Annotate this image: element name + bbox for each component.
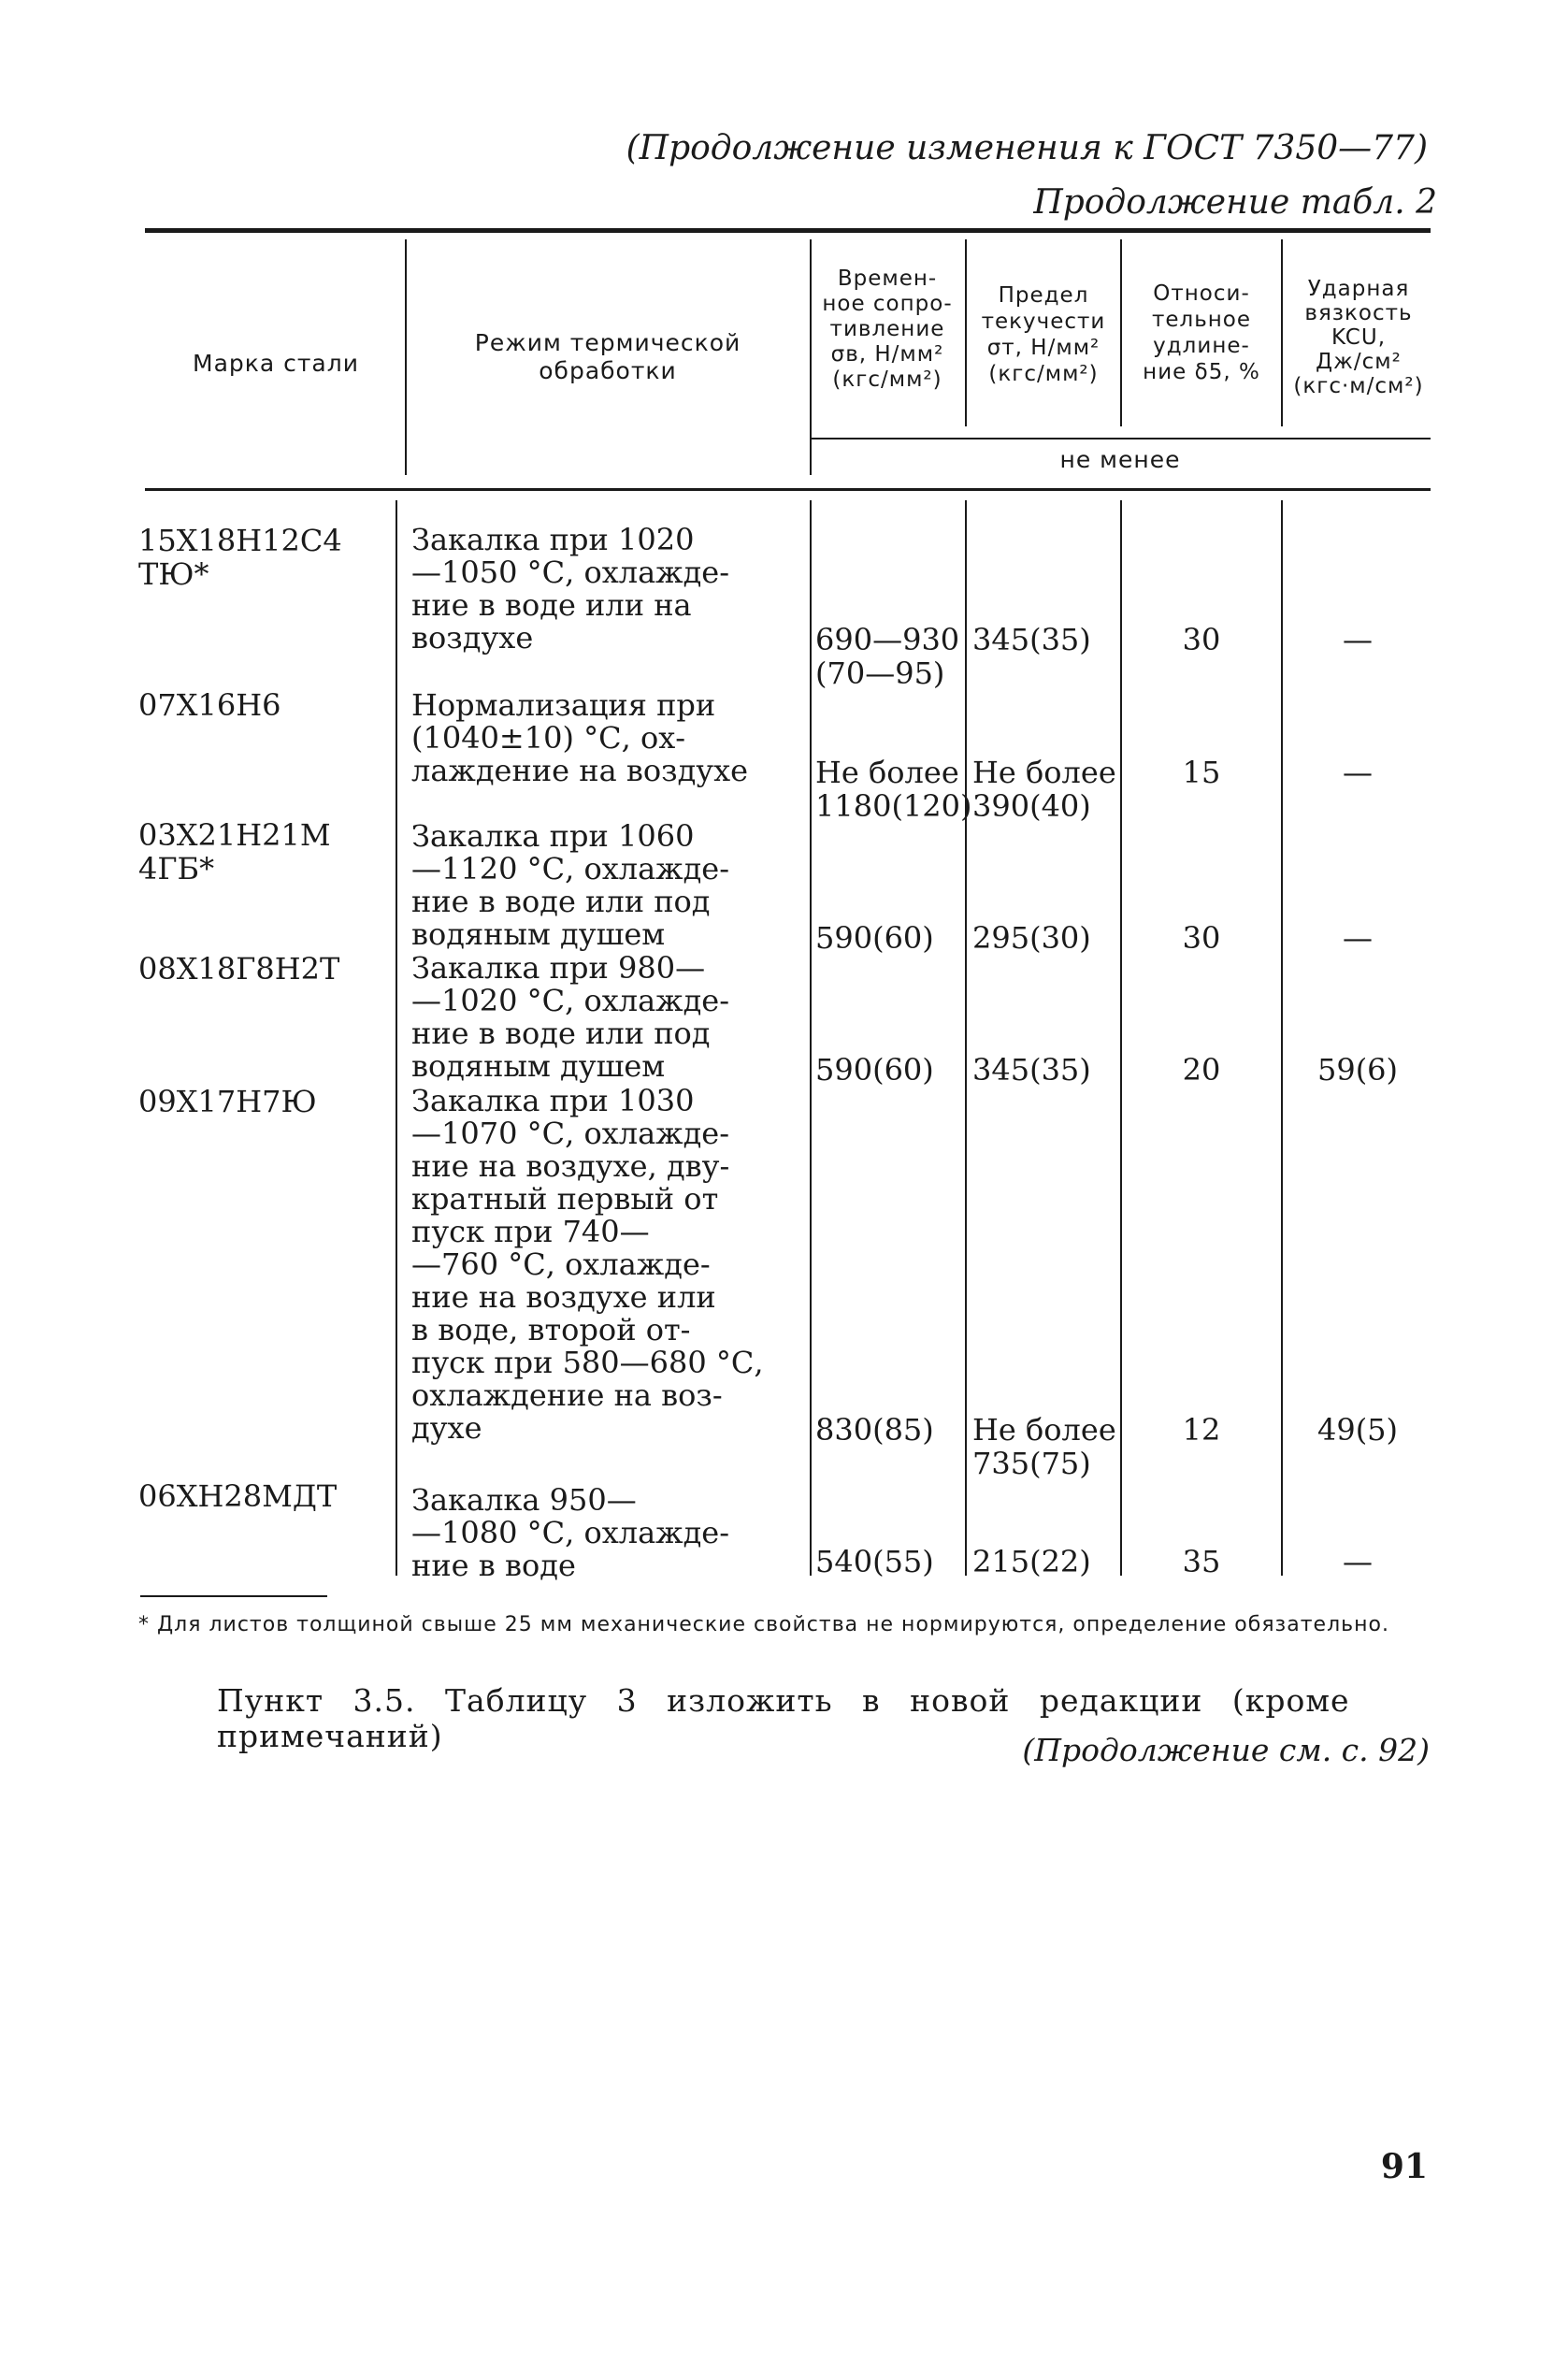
steel-grade: 09Х17Н7Ю [138,1084,317,1119]
table-top-rule [145,228,1431,233]
treatment-cell: Закалка при 1020 —1050 °С, охлажде- ние в воде или на воздухе [411,522,730,656]
header-bottom-rule [145,488,1431,491]
footnote-rule [140,1595,327,1597]
table-continuation-label: Продолжение табл. 2 [1033,183,1437,222]
elongation-cell: 15 [1182,755,1221,790]
yield-cell: 215(22) [972,1544,1091,1579]
steel-grade: 07Х16Н6 [138,687,281,723]
steel-grade: 08Х18Г8Н2Т [138,951,340,987]
steel-grade: 06ХН28МДТ [138,1478,338,1514]
column-divider [810,500,812,1576]
treatment-cell: Закалка 950— —1080 °С, охлажде- ние в воде [411,1482,730,1583]
impact-cell: — [1343,920,1373,956]
col-header-tensile: Времен- ное сопро- тивление σв, Н/мм² (кгс/мм²) [822,267,953,392]
column-divider [965,500,967,1576]
elongation-cell: 12 [1182,1412,1221,1448]
col-header-yield: Предел текучести σт, Н/мм² (кгс/мм²) [981,283,1106,386]
elongation-cell: 20 [1182,1052,1221,1088]
treatment-cell: Закалка при 1030 —1070 °С, охлажде- ние на воздухе, дву- кратный первый от пуск при 740— —760 °С, охлажде- ние на воздухе или в воде, второй от- пуск при 580—680 °С, охлаждение на воз- духе [411,1083,764,1446]
treatment-cell: Нормализация при (1040±10) °С, ох- лаждение на воздухе [411,687,749,788]
treatment-cell: Закалка при 1060 —1120 °С, охлажде- ние в воде или под водяным душем [411,818,730,952]
tensile-cell: 540(55) [815,1544,934,1579]
col-header-elongation: Относи- тельное удлине- ние δ5, % [1143,281,1260,384]
yield-cell: Не более 735(75) [972,1412,1116,1481]
footnote: * Для листов толщиной свыше 25 мм механические свойства не нормируются, определение обязательно. [138,1613,1389,1636]
col-header-impact: Ударная вязкость KCU, Дж/см² (кгс·м/см²) [1293,277,1424,398]
steel-grade: 03Х21Н21М 4ГБ* [138,817,331,886]
page-number: 91 [1380,2147,1428,2186]
impact-cell: 59(6) [1316,1052,1399,1088]
elongation-cell: 30 [1182,622,1221,657]
steel-grade: 15Х18Н12С4 ТЮ* [138,523,342,592]
subheader-rule [810,438,1431,439]
amendment-paragraph: Пункт 3.5. Таблицу 3 изложить в новой редакции (кроме примечаний) [217,1682,1350,1754]
treatment-cell: Закалка при 980— —1020 °С, охлажде- ние в воде или под водяным душем [411,950,730,1084]
impact-cell: 49(5) [1316,1412,1399,1448]
yield-cell: 345(35) [972,1052,1091,1088]
header-continuation: (Продолжение изменения к ГОСТ 7350—77) [626,129,1428,167]
yield-cell: 295(30) [972,920,1091,956]
elongation-cell: 35 [1182,1544,1221,1579]
col-header-grade: Марка стали [193,350,359,377]
yield-cell: Не более 390(40) [972,755,1116,824]
elongation-cell: 30 [1182,920,1221,956]
column-divider [405,239,407,475]
continued-note: (Продолжение см. с. 92) [1022,1732,1430,1768]
tensile-cell: 830(85) [815,1412,934,1448]
tensile-cell: 590(60) [815,920,934,956]
impact-cell: — [1343,1544,1373,1579]
tensile-cell: 690—930 (70—95) [815,622,960,691]
subheader-minimum: не менее [1059,446,1181,473]
tensile-cell: 590(60) [815,1052,934,1088]
tensile-cell: Не более 1180(120) [815,755,972,824]
impact-cell: — [1343,755,1373,790]
column-divider [396,500,397,1576]
col-header-treatment: Режим термической обработки [474,329,741,384]
impact-cell: — [1343,622,1373,657]
yield-cell: 345(35) [972,622,1091,657]
